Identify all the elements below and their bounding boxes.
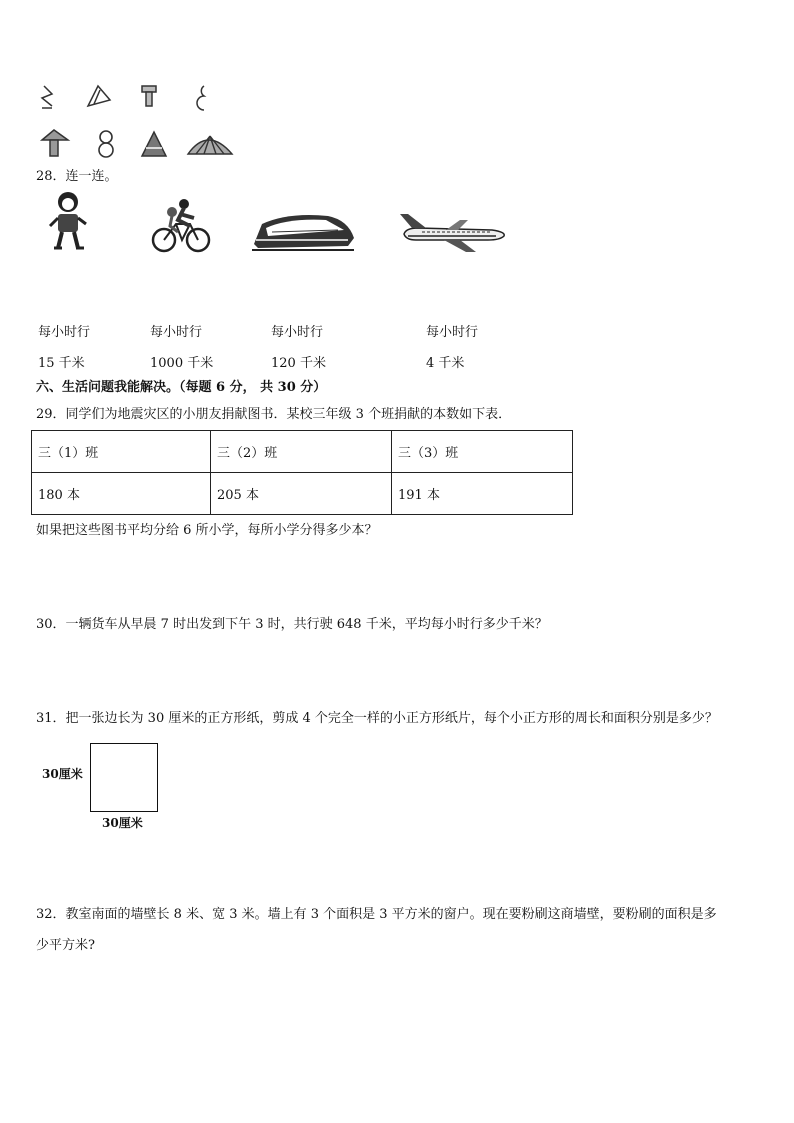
table-header-class-3: 三（3）班 [392, 431, 573, 473]
mushroom-figure [42, 130, 68, 156]
table-header-class-2: 三（2）班 [211, 431, 392, 473]
fan-figure [88, 86, 110, 106]
speed-label-3-line1: 每小时行 [271, 325, 324, 340]
figure-row-2 [38, 126, 238, 160]
q28-title: 28．连一连。 [36, 169, 118, 184]
speed-label-4-line2: 4 千米 [426, 356, 465, 371]
q32-text-line2: 少平方米? [36, 938, 95, 953]
q32-text-line1: 32．教室南面的墙壁长 8 米、宽 3 米。墙上有 3 个面积是 3 平方米的窗户。现在要粉刷这商墙壁，要粉刷的面积是多 [36, 907, 717, 922]
airplane-image [396, 210, 508, 254]
q29-question: 如果把这些图书平均分给 6 所小学，每所小学分得多少本？ [36, 523, 378, 538]
square-side-label: 30厘米 [42, 767, 83, 781]
speed-label-1-line1: 每小时行 [38, 325, 91, 340]
q30-text: 30．一辆货车从早晨 7 时出发到下午 3 时，共行驶 648 千米，平均每小时行多少千米？ [36, 617, 548, 632]
umbrella-figure [188, 136, 232, 154]
table-value-class-1: 180 本 [32, 473, 211, 515]
speed-label-2-line1: 每小时行 [150, 325, 203, 340]
table-header-class-1: 三（1）班 [32, 431, 211, 473]
cyclist-image [150, 196, 212, 256]
donation-table [31, 430, 573, 515]
half-eight-figure [197, 86, 204, 110]
child-walking-image [46, 190, 92, 252]
section-6-title: 六、生活问题我能解决。（每题 6 分， 共 30 分） [36, 380, 327, 395]
speed-label-4-line1: 每小时行 [426, 325, 479, 340]
speed-label-1-line2: 15 千米 [38, 356, 85, 371]
table-header-row [32, 431, 573, 473]
table-value-class-3: 191 本 [392, 473, 573, 515]
table-value-class-2: 205 本 [211, 473, 392, 515]
q31-text: 31．把一张边长为 30 厘米的正方形纸，剪成 4 个完全一样的小正方形纸片，每个小正方形的周长和面积分别是多少？ [36, 711, 718, 726]
square-diagram [90, 743, 158, 812]
speed-label-3-line2: 120 千米 [271, 356, 326, 371]
train-image [248, 206, 358, 254]
eight-figure [99, 131, 113, 157]
tree-figure [142, 132, 166, 156]
house-piece-figure [142, 86, 156, 106]
figure-row-1 [38, 80, 218, 112]
square-bottom-label: 30厘米 [102, 816, 143, 830]
zigzag-figure [42, 86, 52, 108]
speed-label-2-line2: 1000 千米 [150, 356, 214, 371]
q29-text: 29．同学们为地震灾区的小朋友捐献图书．某校三年级 3 个班捐献的本数如下表． [36, 407, 512, 422]
table-value-row [32, 473, 573, 515]
